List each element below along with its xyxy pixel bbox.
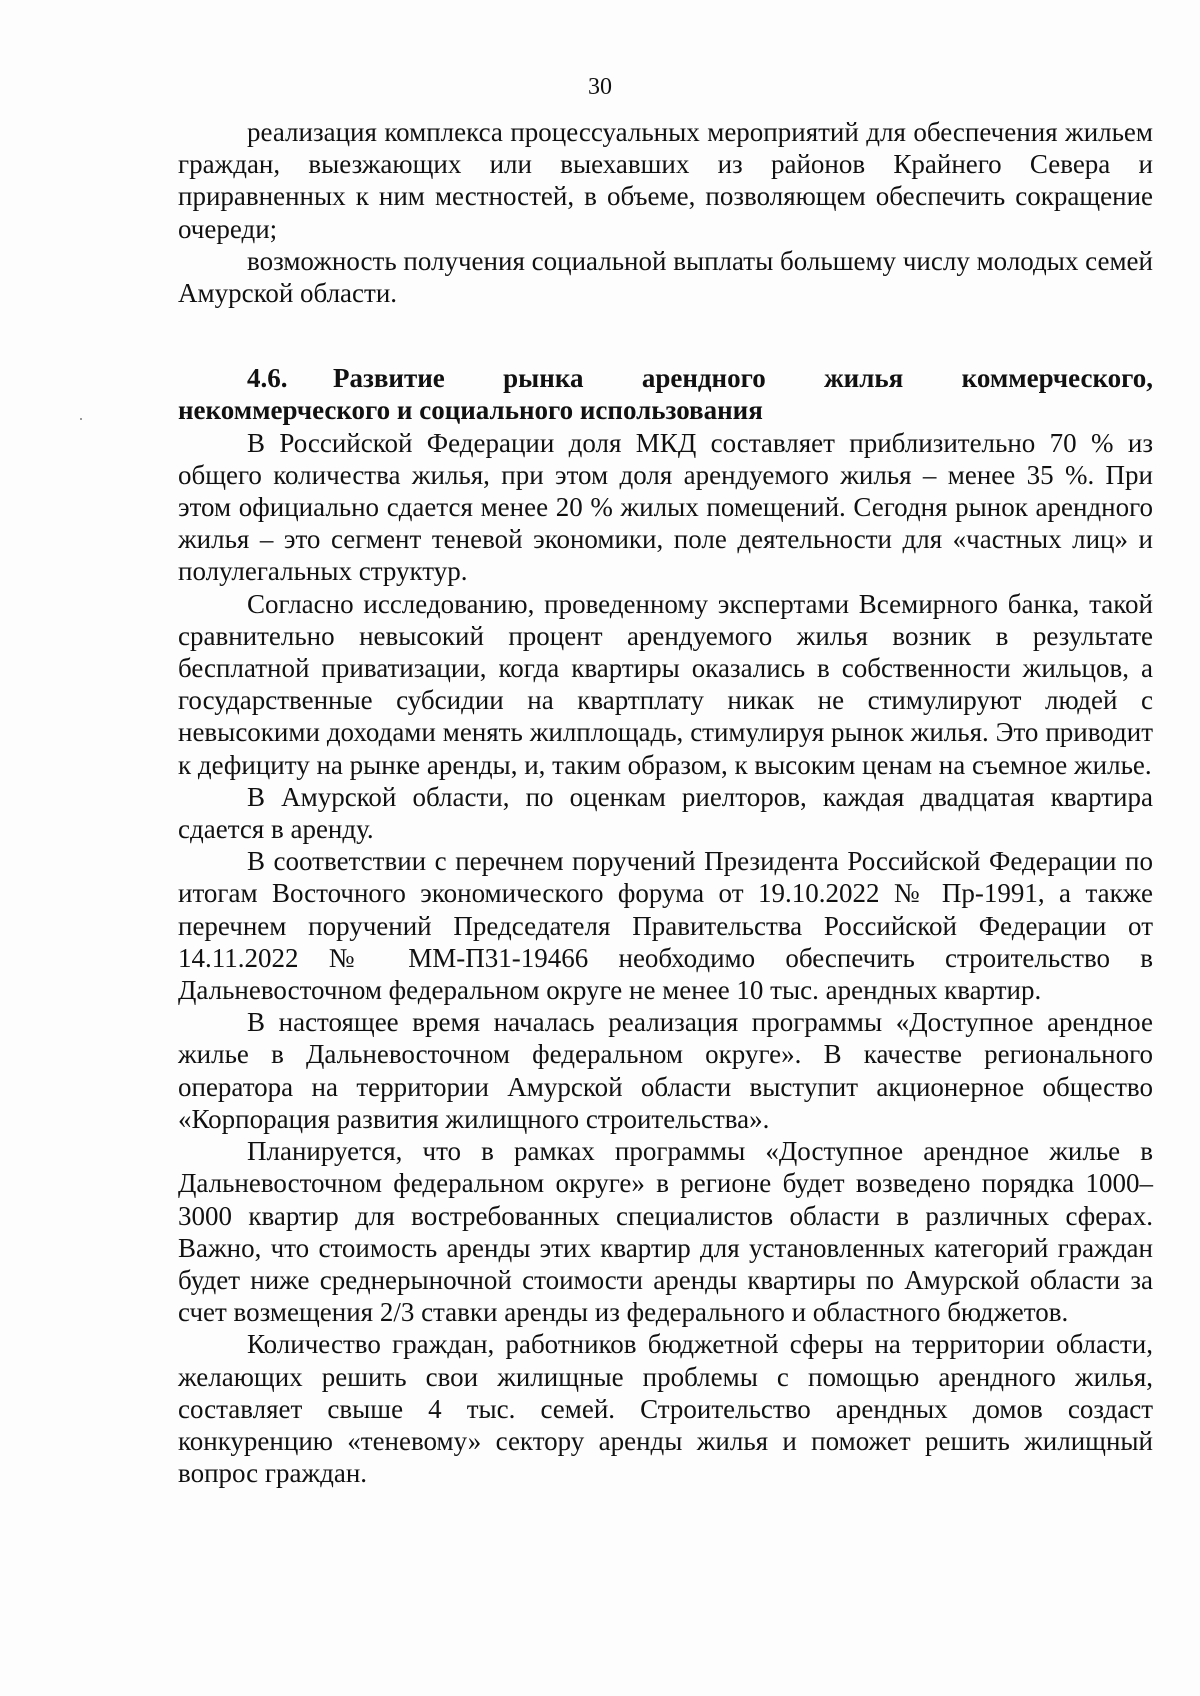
page-number: 30 xyxy=(588,74,612,100)
section-heading xyxy=(178,362,1153,426)
margin-mark xyxy=(80,418,82,420)
section-title: Развитие рынка арендного жилья коммерческого, некоммерческого и социального использования xyxy=(178,363,1153,426)
section-paragraph-5: В настоящее время началась реализация программы «Доступное арендное жилье в Дальневосточном федеральном округе». В качестве регионального оператора на территории Амурской области выступит акционерное общество «Корпорация развития жилищного строительства». xyxy=(178,1007,1153,1134)
section-number: 4.6. xyxy=(247,363,288,394)
section-paragraph-6: Планируется, что в рамках программы «Доступное арендное жилье в Дальневосточном федеральном округе» в регионе будет возведено порядка 1000–3000 квартир для востребованных специалистов области в различных сферах. Важно, что стоимость аренды этих квартир для установленных категорий граждан будет ниже среднерыночной стоимости аренды квартиры по Амурской области за счет возмещения 2/3 ставки аренды из федерального и областного бюджетов. xyxy=(178,1136,1153,1328)
section-paragraph-7: Количество граждан, работников бюджетной сферы на территории области, желающих решить свои жилищные проблемы с помощью арендного жилья, составляет свыше 4 тыс. семей. Строительство арендных домов создаст конкуренцию «теневому» сектору аренды жилья и поможет решить жилищный вопрос граждан. xyxy=(178,1329,1153,1489)
page-body xyxy=(178,116,1153,1489)
section-paragraph-3: В Амурской области, по оценкам риелторов, каждая двадцатая квартира сдается в аренду. xyxy=(178,781,1153,845)
intro-paragraph-1: реализация комплекса процессуальных мероприятий для обеспечения жильем граждан, выезжающих или выехавших из районов Крайнего Севера и приравненных к ним местностей, в объеме, позволяющем обеспечить сокращение очереди; xyxy=(178,117,1153,244)
intro-paragraph-2: возможность получения социальной выплаты большему числу молодых семей Амурской области. xyxy=(178,245,1153,309)
section-paragraph-4: В соответствии с перечнем поручений Президента Российской Федерации по итогам Восточного экономического форума от 19.10.2022 № Пр-1991, а также перечнем поручений Председателя Правительства Российской Федерации от 14.11.2022 № ММ-П31-19466 необходимо обеспечить строительство в Дальневосточном федеральном округе не менее 10 тыс. арендных квартир. xyxy=(178,846,1153,1006)
section-paragraph-1: В Российской Федерации доля МКД составляет приблизительно 70 % из общего количества жилья, при этом доля арендуемого жилья – менее 35 %. При этом официально сдается менее 20 % жилых помещений. Сегодня рынок арендного жилья – это сегмент теневой экономики, поле деятельности для «частных лиц» и полулегальных структур. xyxy=(178,427,1153,587)
section-paragraph-2: Согласно исследованию, проведенному экспертами Всемирного банка, такой сравнительно невысокий процент арендуемого жилья возник в результате бесплатной приватизации, когда квартиры оказались в собственности жильцов, а государственные субсидии на квартплату никак не стимулируют людей с невысокими доходами менять жилплощадь, стимулируя рынок жилья. Это приводит к дефициту на рынке аренды, и, таким образом, к высоким ценам на съемное жилье. xyxy=(178,588,1153,780)
